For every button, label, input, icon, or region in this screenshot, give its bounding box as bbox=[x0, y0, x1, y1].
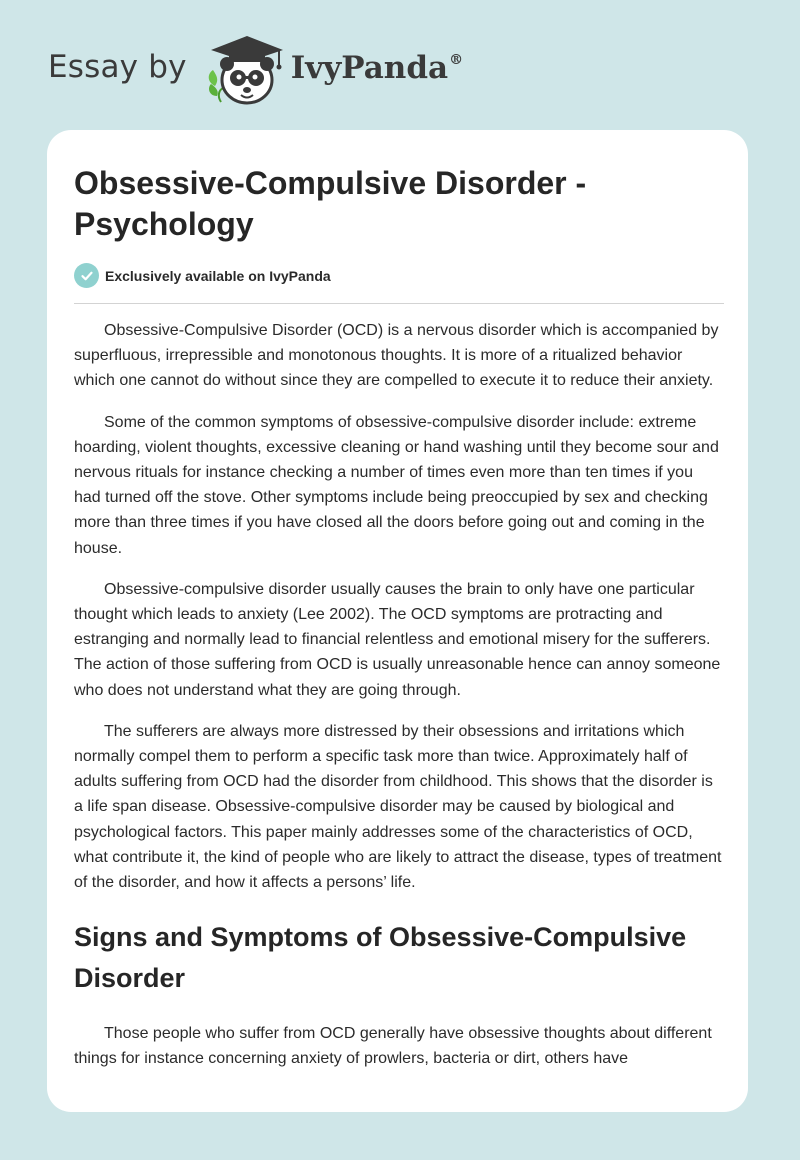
ivypanda-logo-icon[interactable] bbox=[201, 30, 287, 110]
brand-name: IvyPanda bbox=[290, 50, 449, 86]
page-title: Obsessive-Compulsive Disorder - Psychology bbox=[74, 165, 587, 242]
paragraph: Those people who suffer from OCD generally have obsessive thoughts about different things for instance concerning anxiety of prowlers, bacteria or dirt, others have bbox=[74, 1025, 712, 1068]
section-heading: Signs and Symptoms of Obsessive-Compulsive Disorder bbox=[74, 922, 687, 994]
essay-by-label: Essay by bbox=[48, 49, 187, 85]
paragraph: Obsessive-compulsive disorder usually causes the brain to only have one particular thought which leads to anxiety (Lee 2002). The OCD symptoms are protracting and estranging and normally lead to financial relentless and emotional misery for the sufferers. The action of those suffering from OCD is usually unreasonable hence can annoy someone who does not understand what they are going through. bbox=[74, 580, 721, 699]
check-icon bbox=[74, 263, 99, 288]
registered-mark: ® bbox=[449, 52, 464, 68]
essay-body bbox=[74, 318, 724, 1088]
site-header bbox=[48, 30, 463, 110]
exclusive-badge-label: Exclusively available on IvyPanda bbox=[105, 267, 331, 284]
paragraph: The sufferers are always more distressed by their obsessions and irritations which normally compel them to perform a specific task more than twice. Approximately half of adults suffering from OCD had the disorder from childhood. This shows that the disorder is a life span disease. Obsessive-compulsive disorder may be caused by biological and psychological factors. This paper mainly addresses some of the characteristics of OCD, what contribute it, the kind of people who are likely to attract the disease, types of treatment of the disorder, and how it affects a persons’ life. bbox=[74, 722, 722, 892]
divider bbox=[74, 303, 724, 304]
ivypanda-brand[interactable] bbox=[291, 50, 463, 86]
paragraph: Some of the common symptoms of obsessive-compulsive disorder include: extreme hoarding, violent thoughts, excessive cleaning or hand washing until they become sour and nervous rituals for instance checking a number of times even more than ten times if you had turned off the stove. Other symptoms include being preoccupied by sex and checking more than three times if you have closed all the doors before going out and coming in the house. bbox=[74, 413, 719, 557]
essay-card bbox=[47, 130, 748, 1112]
exclusive-badge bbox=[74, 263, 331, 288]
paragraph: Obsessive-Compulsive Disorder (OCD) is a nervous disorder which is accompanied by superfluous, irrepressible and monotonous thoughts. It is more of a ritualized behavior which one cannot do without since they are compelled to execute it to reduce their anxiety. bbox=[74, 322, 719, 390]
